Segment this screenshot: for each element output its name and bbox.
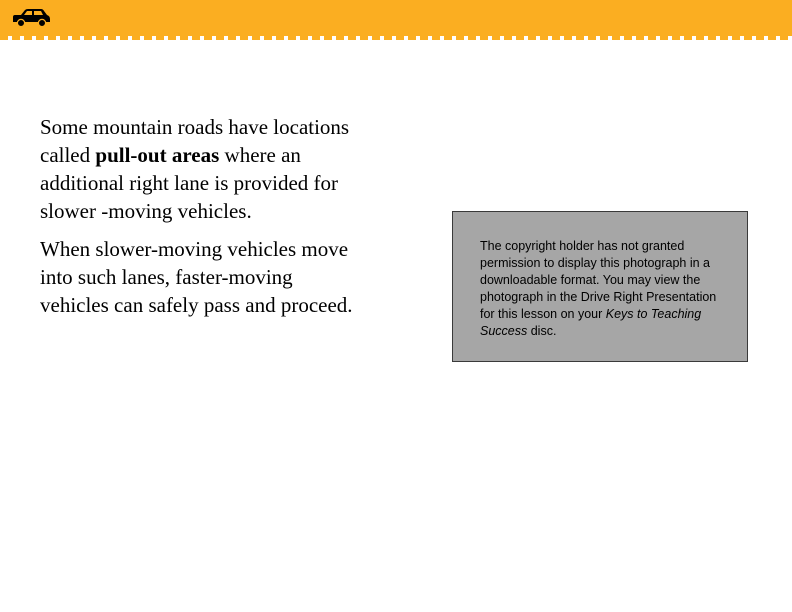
photo-placeholder bbox=[452, 211, 748, 362]
paragraph-pull-out-areas: Some mountain roads have locations called pull-out areas where an additional right lane is provided for slower -moving vehicles. bbox=[40, 115, 350, 223]
car-icon bbox=[10, 8, 52, 28]
header-dashed-edge bbox=[0, 34, 792, 40]
disc-title: Keys to Teaching Success bbox=[480, 307, 702, 338]
copyright-notice: The copyright holder has not granted permission to display this photograph in a downloadable format. You may view the photograph in the Drive Right Presentation for this lesson on your Keys to Teaching Success disc. bbox=[480, 239, 717, 338]
paragraph-slower-vehicles: When slower-moving vehicles move into such lanes, faster-moving vehicles can safely pass and proceed. bbox=[40, 237, 353, 317]
pull-out-areas-term: pull-out areas bbox=[95, 143, 220, 167]
body-text bbox=[40, 113, 360, 329]
header-bar bbox=[0, 0, 792, 36]
